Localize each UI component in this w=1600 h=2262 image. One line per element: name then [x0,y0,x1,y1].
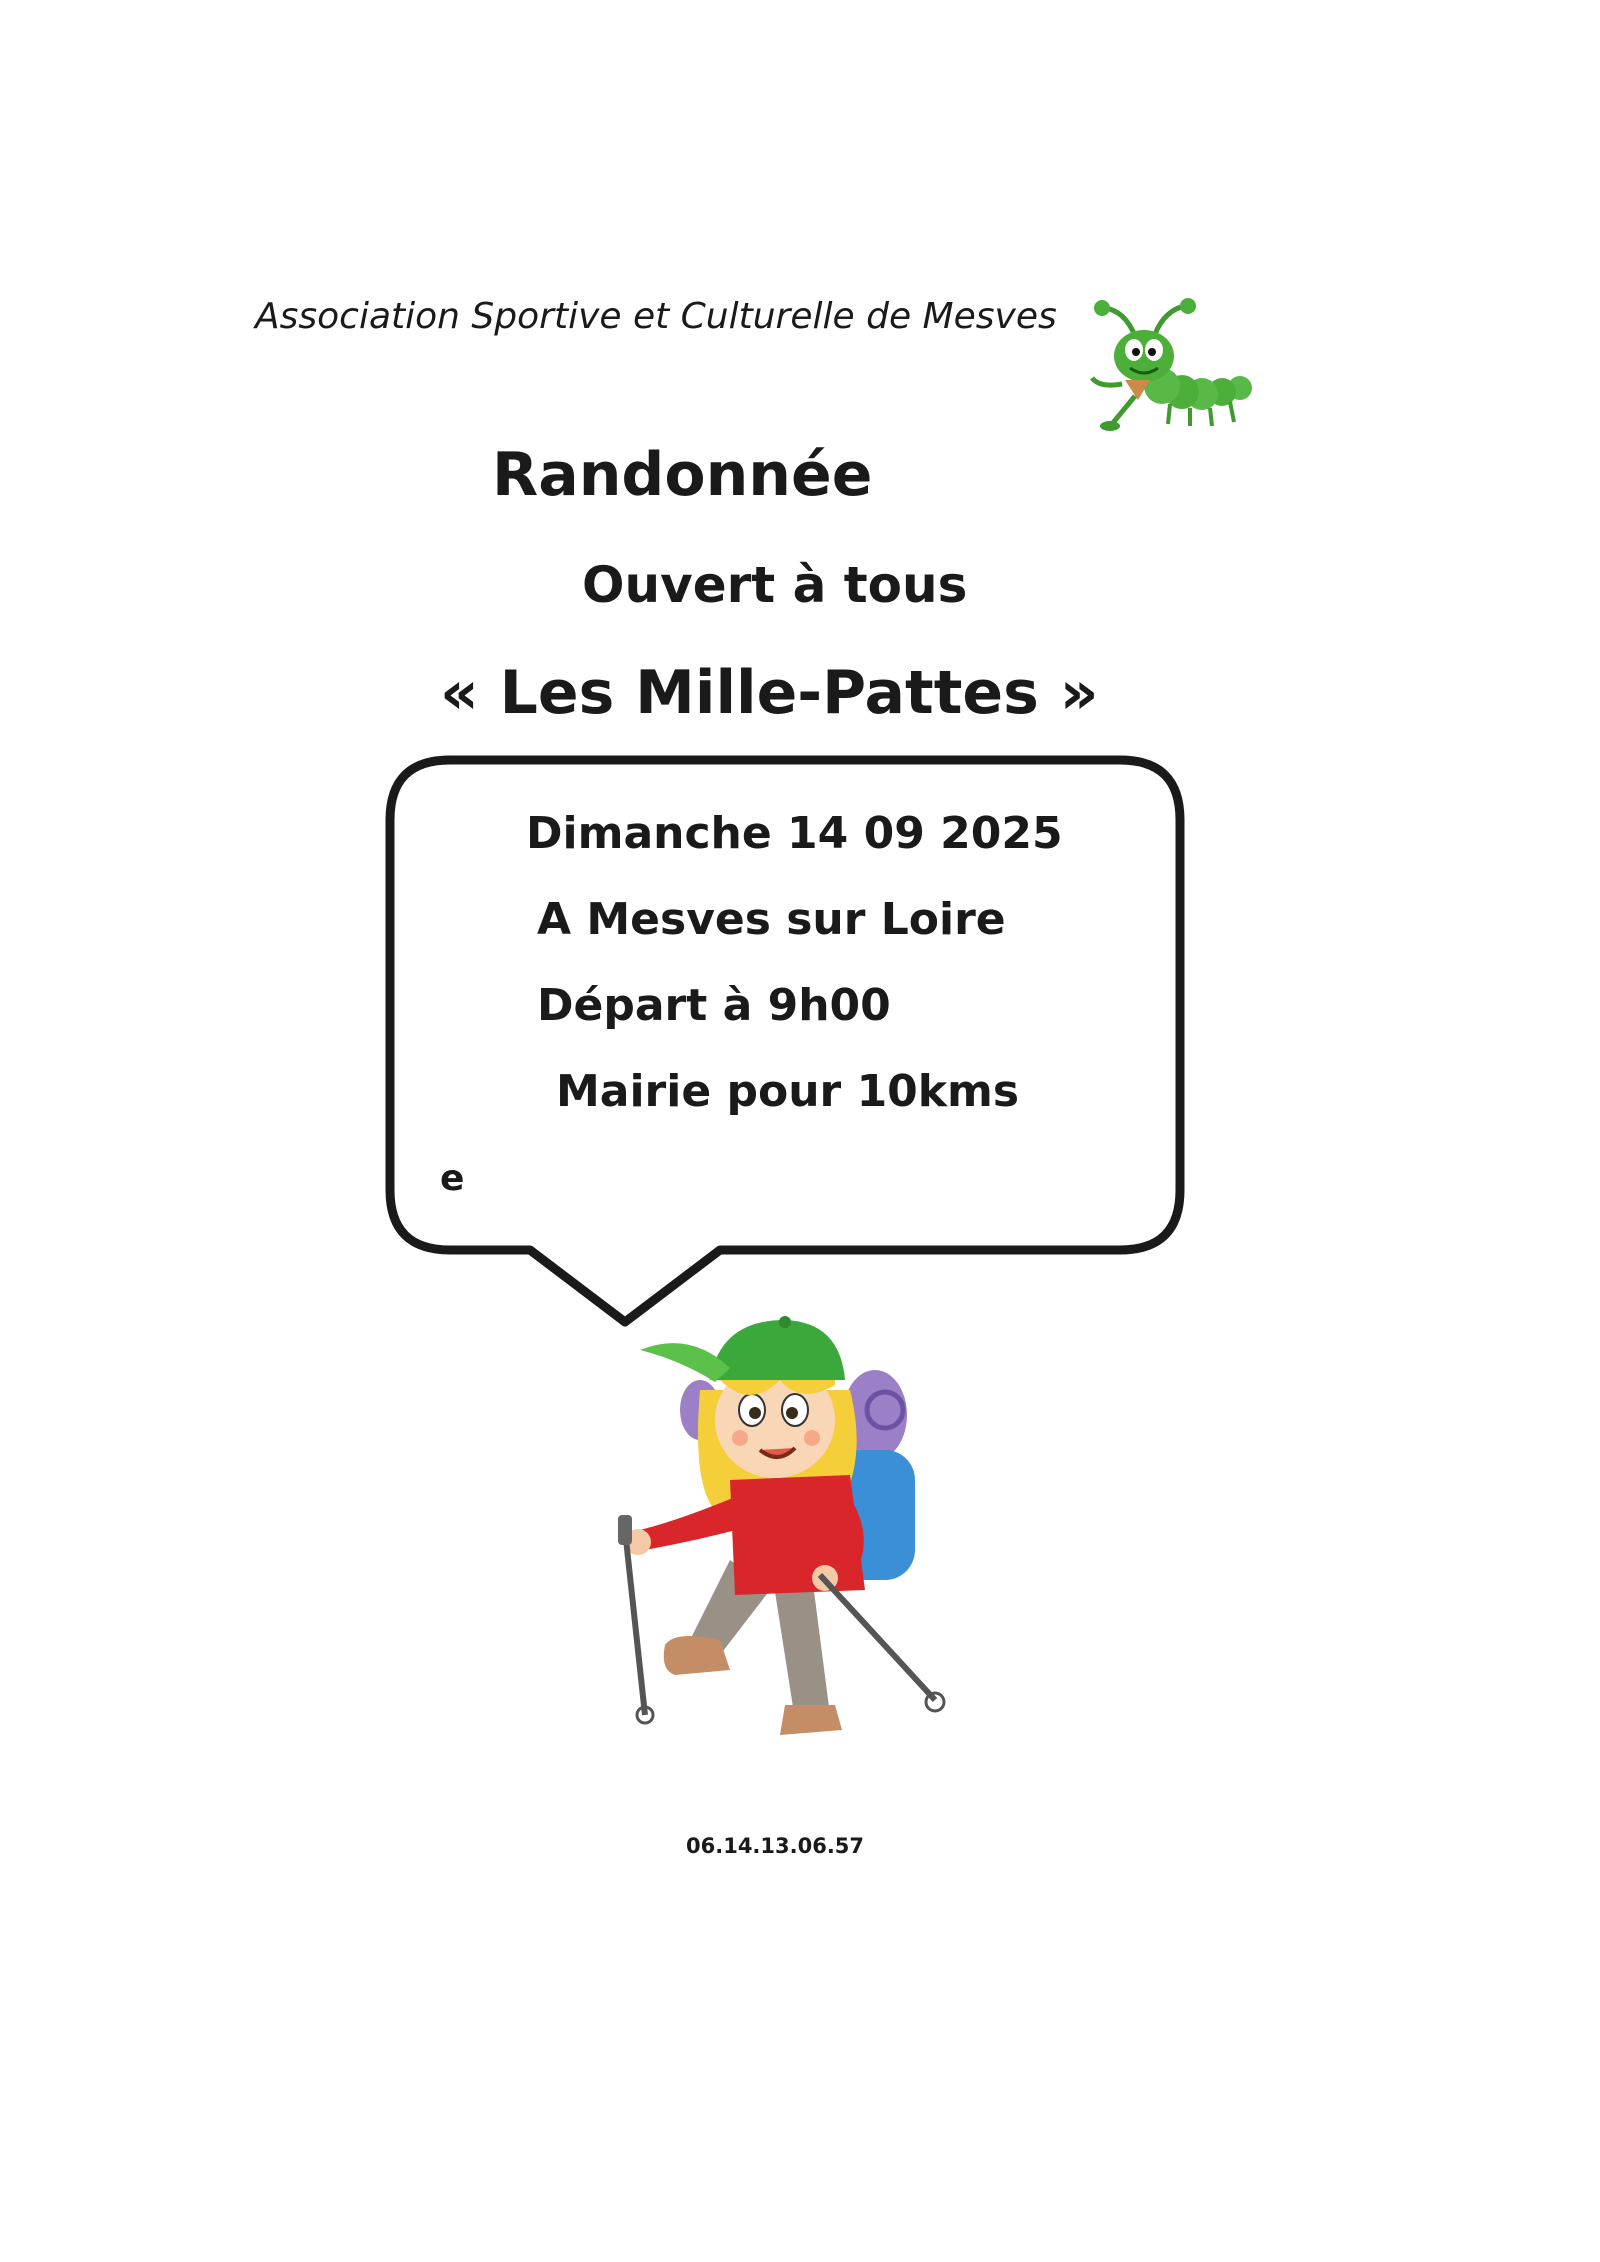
association-name: Association Sportive et Culturelle de Mesves [255,296,1057,337]
caterpillar-mascot-icon [1080,296,1260,446]
event-subtitle: Ouvert à tous [582,556,968,614]
event-name: « Les Mille-Pattes » [440,658,1099,728]
stray-character: e [440,1158,465,1199]
hiker-girl-illustration [580,1310,980,1750]
event-title: Randonnée [492,440,873,510]
event-date: Dimanche 14 09 2025 [526,808,1063,859]
event-meeting-point: Mairie pour 10kms [556,1066,1020,1117]
contact-phone: 06.14.13.06.57 [686,1834,865,1858]
event-start-time: Départ à 9h00 [537,980,891,1031]
event-location: A Mesves sur Loire [537,894,1006,945]
